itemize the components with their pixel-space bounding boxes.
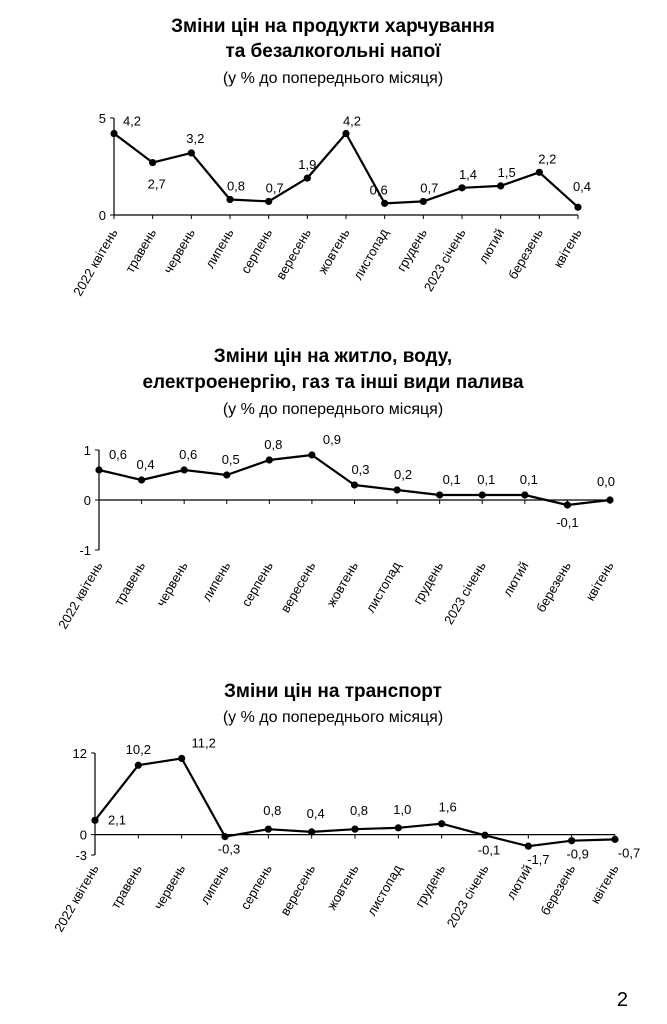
chart-transport-data-point <box>525 843 532 850</box>
chart-transport-category-label: липень <box>197 862 232 907</box>
chart-housing-data-point <box>564 501 571 508</box>
chart-transport-data-point <box>91 817 98 824</box>
chart-transport-category-label: 2023 січень <box>443 862 492 931</box>
chart-housing-data-point <box>223 471 230 478</box>
chart-transport-data-label: 0,8 <box>263 803 282 819</box>
chart-transport-y-tick-label: -3 <box>75 848 87 863</box>
chart-food-data-point <box>458 184 465 191</box>
chart-housing-data-label: 0,4 <box>136 457 155 472</box>
chart-housing-category-label: грудень <box>409 559 447 607</box>
chart-housing-data-point <box>351 481 358 488</box>
chart-transport-data-point <box>221 833 228 840</box>
chart-transport-data-label: 2,1 <box>107 812 127 828</box>
chart-transport-category-label: жовтень <box>323 862 362 913</box>
chart-food-data-point <box>497 182 504 189</box>
chart-housing-data-point <box>266 456 273 463</box>
chart-food-data-point <box>110 130 117 137</box>
chart-transport-data-label: -0,7 <box>617 845 641 861</box>
chart-transport-data-point <box>265 826 272 833</box>
chart-food-data-point <box>381 200 388 207</box>
chart-food-y-tick-label: 0 <box>98 208 106 223</box>
chart-food-category-label: лютий <box>475 225 508 267</box>
chart-housing-data-label: 0,6 <box>108 447 128 462</box>
chart-housing-category-label: травень <box>111 559 149 609</box>
chart-housing-category-label: червень <box>153 559 191 610</box>
chart-food <box>70 16 591 298</box>
chart-food-data-label: 4,2 <box>122 113 142 129</box>
chart-transport-y-tick-label: 0 <box>79 827 87 843</box>
chart-housing-data-label: -0,1 <box>556 515 579 530</box>
chart-housing-category-label: листопад <box>362 559 404 616</box>
chart-food-category-label: вересень <box>272 226 314 283</box>
chart-food-data-label: 1,5 <box>497 164 516 180</box>
chart-food-data-label: 4,2 <box>342 113 362 129</box>
chart-food-data-point <box>342 130 349 137</box>
chart-housing-title-line-2: електроенергію, газ та інші види палива <box>142 372 524 393</box>
chart-transport-data-point <box>135 762 142 769</box>
chart-food-category-label: червень <box>160 226 198 277</box>
chart-housing-data-label: 0,1 <box>477 472 496 487</box>
chart-food-y-tick-label: 5 <box>98 111 106 126</box>
chart-transport-data-point <box>351 826 358 833</box>
chart-food-category-label: 2022 квітень <box>70 226 121 299</box>
chart-housing-data-point <box>479 491 486 498</box>
chart-food-data-label: 0,6 <box>369 182 388 198</box>
chart-housing-data-point <box>606 496 613 503</box>
chart-housing-data-point <box>521 491 528 498</box>
chart-food-data-point <box>188 149 195 156</box>
chart-food-category-label: 2023 січень <box>420 226 469 295</box>
chart-transport-data-point <box>308 828 315 835</box>
chart-housing-data-label: 0,6 <box>179 447 198 462</box>
chart-transport-data-label: 1,6 <box>438 799 457 815</box>
chart-transport-category-label: грудень <box>411 862 449 910</box>
chart-food-data-label: 0,8 <box>226 178 246 194</box>
chart-food-category-label: березень <box>505 226 546 282</box>
chart-food-data-label: 1,9 <box>298 157 317 173</box>
chart-transport-data-point <box>611 836 618 843</box>
chart-food-category-label: квітень <box>550 226 585 271</box>
chart-food-data-label: 0,7 <box>265 180 284 196</box>
chart-housing-data-label: 0,1 <box>442 472 461 487</box>
chart-housing-data-label: 0,1 <box>519 472 538 487</box>
chart-housing-data-label: 0,5 <box>221 452 240 467</box>
chart-housing-data-label: 0,0 <box>596 474 616 489</box>
chart-food-category-label: серпень <box>237 226 276 277</box>
chart-housing-category-label: лютий <box>499 559 532 600</box>
chart-housing-data-point <box>138 476 145 483</box>
chart-food-data-point <box>149 159 156 166</box>
chart-transport-data-point <box>481 832 488 839</box>
chart-transport-data-point <box>395 824 402 831</box>
chart-food-category-label: жовтень <box>314 226 353 277</box>
chart-food-category-label: листопад <box>350 226 392 283</box>
chart-transport <box>51 681 640 934</box>
chart-housing-data-point <box>95 466 102 473</box>
chart-transport-data-label: -0,3 <box>217 841 241 857</box>
chart-transport-data-label: -1,7 <box>527 852 550 868</box>
chart-transport-plot <box>51 735 640 934</box>
chart-food-data-label: 3,2 <box>186 130 205 146</box>
chart-food-data-label: 2,7 <box>147 176 166 192</box>
chart-food-data-point <box>226 196 233 203</box>
chart-transport-category-label: вересень <box>277 862 319 919</box>
chart-food-data-label: 1,4 <box>458 166 478 182</box>
chart-transport-data-label: 1,0 <box>393 801 412 817</box>
chart-food-category-label: грудень <box>393 226 430 274</box>
chart-transport-data-label: -0,9 <box>566 846 589 862</box>
chart-housing-data-point <box>436 491 443 498</box>
chart-food-plot <box>70 111 591 298</box>
chart-food-data-label: 0,4 <box>572 179 592 195</box>
chart-transport-category-label: березень <box>537 862 579 918</box>
chart-food-data-point <box>265 198 272 205</box>
chart-food-subtitle: (у % до попереднього місяця) <box>222 70 444 87</box>
chart-transport-title: Зміни цін на транспорт <box>224 681 442 702</box>
chart-transport-category-label: червень <box>150 862 189 913</box>
chart-food-data-point <box>536 169 543 176</box>
chart-housing-plot <box>55 432 617 631</box>
chart-transport-data-label: 11,2 <box>191 735 216 751</box>
chart-housing-data-label: 0,2 <box>394 467 413 482</box>
chart-transport-data-point <box>438 820 445 827</box>
chart-food-category-label: липень <box>202 226 237 271</box>
chart-housing-category-label: 2023 січень <box>440 559 489 628</box>
chart-housing-category-label: липень <box>198 559 234 604</box>
chart-transport-y-tick-label: 12 <box>72 746 87 761</box>
chart-housing-category-label: 2022 квітень <box>55 559 106 632</box>
chart-transport-category-label: листопад <box>363 862 405 919</box>
chart-food-title-line-1: Зміни цін на продукти харчування <box>171 16 495 37</box>
page-number: 2 <box>616 989 628 1011</box>
chart-food-category-label: травень <box>122 226 160 276</box>
chart-transport-category-label: лютий <box>503 862 535 903</box>
chart-housing-category-label: березень <box>533 559 575 615</box>
chart-housing-data-point <box>393 486 400 493</box>
chart-housing-data-label: 0,9 <box>322 432 341 447</box>
chart-housing-data-label: 0,3 <box>351 462 370 477</box>
chart-housing-data-point <box>308 451 315 458</box>
chart-housing-data-label: 0,8 <box>264 437 283 452</box>
chart-housing-subtitle: (у % до попереднього місяця) <box>222 401 444 418</box>
chart-housing-category-label: вересень <box>277 559 319 616</box>
chart-transport-subtitle: (у % до попереднього місяця) <box>222 709 444 726</box>
chart-housing-y-tick-label: 1 <box>83 443 91 458</box>
chart-transport-category-label: квітень <box>587 862 622 907</box>
chart-housing-y-tick-label: -1 <box>79 543 91 558</box>
chart-housing-title-line-1: Зміни цін на житло, воду, <box>213 346 453 367</box>
chart-transport-data-point <box>178 755 185 762</box>
chart-food-title-line-2: та безалкогольні напої <box>225 41 441 62</box>
chart-food-data-label: 0,7 <box>420 180 439 196</box>
chart-transport-data-label: -0,1 <box>477 842 501 858</box>
chart-food-data-point <box>420 198 427 205</box>
chart-housing-data-point <box>181 466 188 473</box>
chart-transport-data-label: 0,4 <box>306 805 325 821</box>
chart-transport-category-label: травень <box>107 862 145 912</box>
chart-housing <box>55 346 617 631</box>
chart-transport-data-label: 0,8 <box>349 803 369 819</box>
chart-transport-data-label: 10,2 <box>125 742 151 758</box>
chart-transport-category-label: 2022 квітень <box>51 862 102 935</box>
chart-transport-category-label: серпень <box>237 862 275 913</box>
chart-housing-category-label: квітень <box>582 559 617 604</box>
chart-housing-y-tick-label: 0 <box>83 493 91 508</box>
chart-transport-data-point <box>568 837 575 844</box>
chart-housing-category-label: жовтень <box>323 559 362 610</box>
chart-food-data-point <box>304 175 311 182</box>
chart-food-data-point <box>574 204 581 211</box>
chart-housing-category-label: серпень <box>238 559 276 610</box>
chart-food-data-label: 2,2 <box>538 151 557 167</box>
